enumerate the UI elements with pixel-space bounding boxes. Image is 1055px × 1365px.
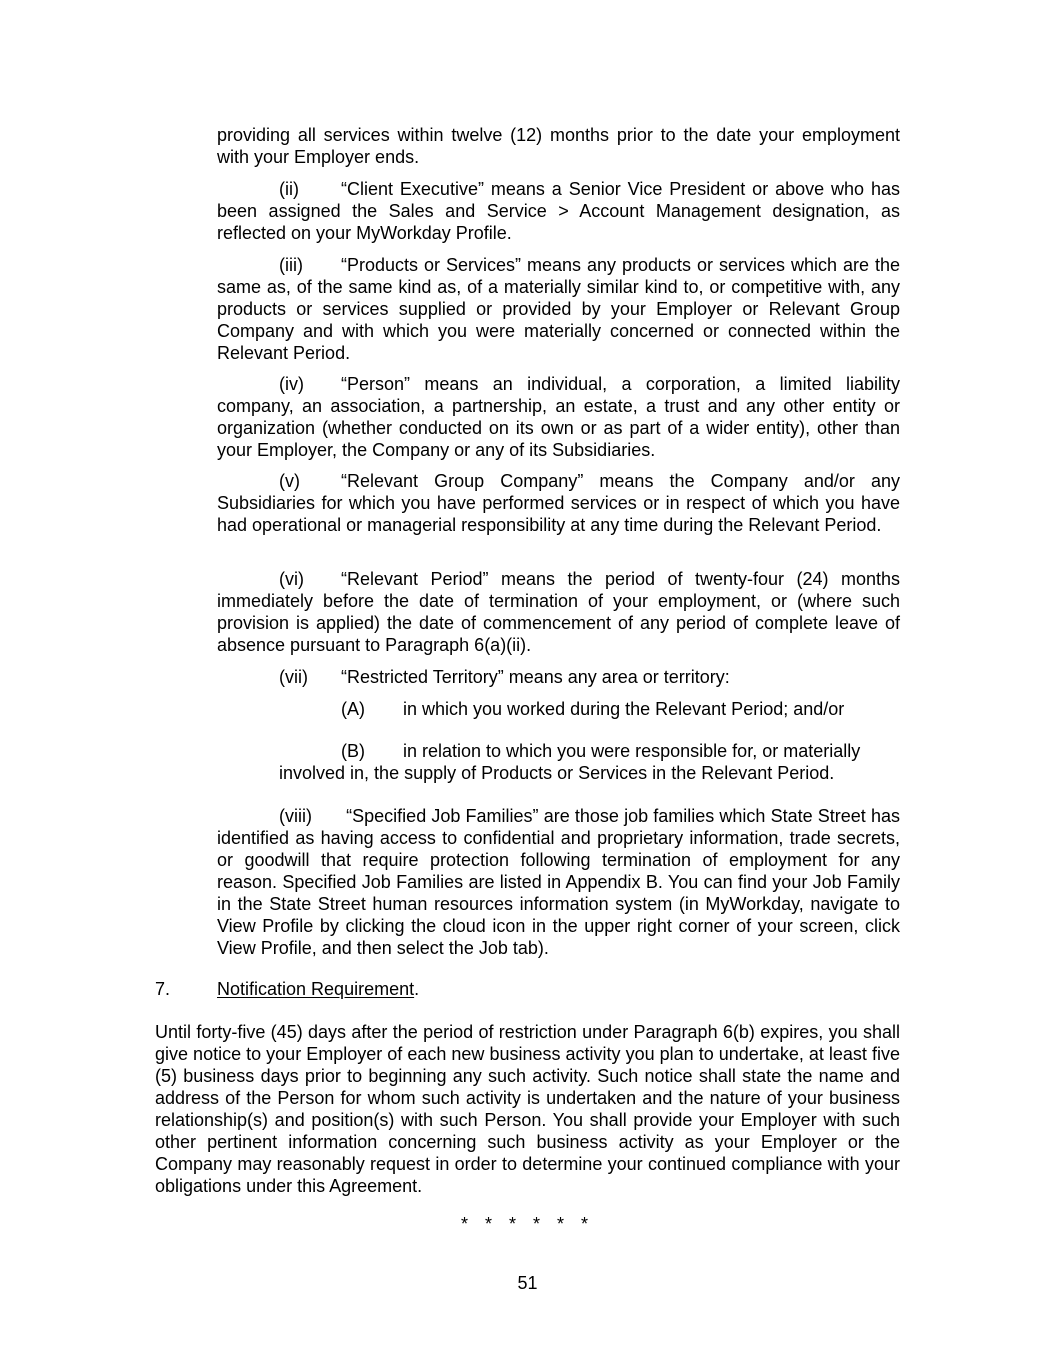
definition-products-or-services — [217, 254, 900, 364]
territory-item-number: (A) — [341, 699, 365, 719]
territory-item-text: in relation to which you were responsible for, or materially involved in, the supply of Products or Services in the Relevant Period. — [279, 741, 861, 783]
definition-specified-job-families — [217, 805, 900, 959]
definition-text: “Person” means an individual, a corporation, a limited liability company, an association, a partnership, an estate, a trust and any other entity or organization (whether conducted on its own or as part of a wider entity), other than your Employer, the Company or any of its Subsidiaries. — [217, 374, 900, 460]
section-title: Notification Requirement — [217, 979, 415, 999]
definition-number: (iii) — [279, 255, 303, 275]
definition-number: (vii) — [279, 667, 308, 687]
territory-item-b — [279, 740, 900, 784]
definition-text: “Specified Job Families” are those job families which State Street has identified as having access to confidential and proprietary information, trade secrets, or goodwill that require protection following termination of employment for any reason. Specified Job Families are listed in Appendix B. You can find your Job Family in the State Street human resources information system (in MyWorkday, navigate to View Profile by clicking the cloud icon in the upper right corner of your screen, click View Profile, and then select the Job tab). — [217, 806, 900, 958]
section-title-suffix: . — [414, 979, 420, 999]
definition-relevant-period — [217, 568, 900, 656]
section-7-heading — [155, 978, 419, 1000]
definition-text: “Relevant Period” means the period of twenty-four (24) months immediately before the date of termination of your employment, or (where such provision is applied) the date of commencement of any period of complete leave of absence pursuant to Paragraph 6(a)(ii). — [217, 569, 900, 655]
definition-person — [217, 373, 900, 461]
definition-number: (ii) — [279, 179, 299, 199]
definition-relevant-group-company — [217, 470, 900, 536]
territory-item-number: (B) — [341, 741, 365, 761]
territory-item-text: in which you worked during the Relevant Period; and/or — [403, 699, 845, 719]
definition-number: (vi) — [279, 569, 304, 589]
definition-text: “Client Executive” means a Senior Vice President or above who has been assigned the Sales and Service > Account Management designation, as reflected on your MyWorkday Profile. — [217, 179, 900, 243]
section-7-body — [155, 1021, 900, 1197]
definition-text: “Relevant Group Company” means the Company and/or any Subsidiaries for which you have performed services or in respect of which you have had operational or managerial responsibility at any time during the Relevant Period. — [217, 471, 900, 535]
definition-restricted-territory — [279, 666, 730, 688]
intro-continuation-paragraph — [217, 124, 900, 168]
intro-continuation-text: providing all services within twelve (12) months prior to the date your employment with your Employer ends. — [217, 125, 900, 167]
section-separator: * * * * * * — [460, 1214, 595, 1234]
definition-text: “Restricted Territory” means any area or territory: — [341, 667, 730, 687]
territory-item-a — [341, 698, 844, 720]
definition-number: (v) — [279, 471, 300, 491]
definition-client-executive — [217, 178, 900, 244]
page-number: 51 — [517, 1273, 538, 1293]
definition-number: (iv) — [279, 374, 304, 394]
section-number: 7. — [155, 979, 171, 999]
definition-text: “Products or Services” means any products or services which are the same as, of the same kind as, of a materially similar kind to, or competitive with, any products or services supplied or provided by your Employer or Relevant Group Company and with which you were materially concerned or connected within the Relevant Period. — [217, 255, 900, 363]
definition-number: (viii) — [279, 806, 312, 826]
section-body-text: Until forty-five (45) days after the period of restriction under Paragraph 6(b) expires, you shall give notice to your Employer of each new business activity you plan to undertake, at least five (5) business days prior to beginning any such activity. Such notice shall state the name and address of the Person for whom such activity is undertaken and the nature of your business relationship(s) and position(s) with such Person. You shall provide your Employer with such other pertinent information concerning such business activity as your Employer or the Company may reasonably request in order to determine your continued compliance with your obligations under this Agreement. — [155, 1022, 900, 1196]
